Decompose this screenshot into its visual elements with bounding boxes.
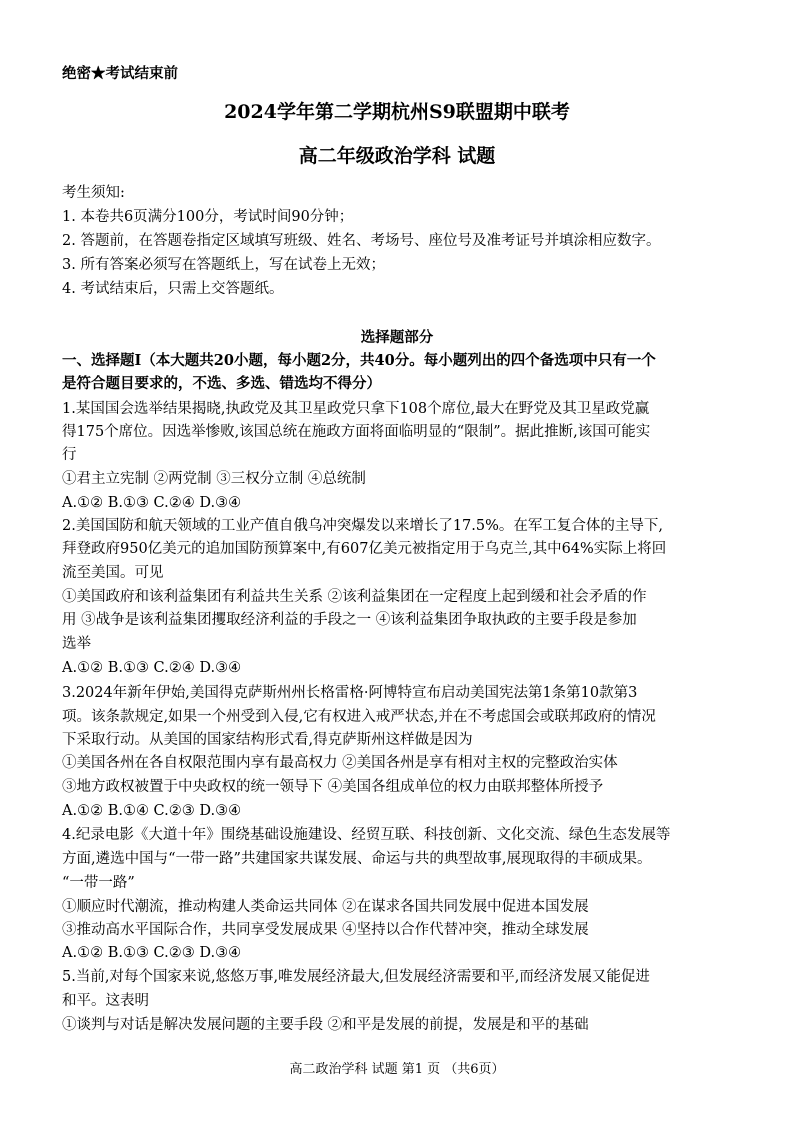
notice-item: 2. 答题前，在答题卷指定区域填写班级、姓名、考场号、座位号及准考证号并填涂相应数字。: [62, 233, 661, 249]
section-intro: 是符合题目要求的，不选、多选、错选均不得分）: [62, 375, 381, 392]
question-3-options: ①美国各州在各自权限范围内享有最高权力 ②美国各州是享有相对主权的完整政治实体: [62, 755, 618, 771]
question-2-answers: A.①② B.①③ C.②④ D.③④: [62, 660, 242, 676]
question-1-stem: 行: [62, 447, 77, 463]
question-2-options: 用 ③战争是该利益集团攫取经济利益的手段之一 ④该利益集团争取执政的主要手段是参加: [62, 612, 637, 628]
question-3-stem: 下采取行动。从美国的国家结构形式看,得克萨斯州这样做是因为: [62, 732, 473, 748]
question-2-stem: 2.美国国防和航天领域的工业产值自俄乌冲突爆发以来增长了17.5%。在军工复合体的主导下,: [62, 518, 664, 534]
confidential-label: 绝密★考试结束前: [62, 65, 178, 82]
question-3-stem: 3.2024年新年伊始,美国得克萨斯州州长格雷格·阿博特宣布启动美国宪法第1条第10款第3: [62, 685, 638, 701]
question-4-answers: A.①② B.①③ C.②③ D.③④: [62, 945, 242, 961]
question-3-options: ③地方政权被置于中央政权的统一领导下 ④美国各组成单位的权力由联邦整体所授予: [62, 779, 604, 795]
question-1-stem: 得175个席位。因选举惨败,该国总统在施政方面将面临明显的“限制”。据此推断,该国可能实: [62, 424, 651, 440]
question-4-stem: 方面,遴选中国与“一带一路”共建国家共谋发展、命运与共的典型故事,展现取得的丰硕成果。: [62, 851, 652, 867]
section-title: 选择题部分: [360, 329, 434, 346]
notice-item: 1. 本卷共6页满分100分，考试时间90分钟；: [62, 209, 354, 225]
question-2-options: 选举: [62, 636, 91, 652]
notice-item: 3. 所有答案必须写在答题纸上，写在试卷上无效；: [62, 257, 385, 273]
question-4-stem: “一带一路”: [62, 875, 135, 891]
question-3-answers: A.①② B.①④ C.②③ D.③④: [62, 803, 242, 819]
page-footer: 高二政治学科 试题 第1 页 （共6页）: [289, 1062, 505, 1077]
section-intro: 一、选择题Ⅰ（本大题共20小题，每小题2分，共40分。每小题列出的四个备选项中只有一个: [62, 352, 656, 369]
question-1-options: ①君主立宪制 ②两党制 ③三权分立制 ④总统制: [62, 471, 366, 487]
question-4-options: ①顺应时代潮流，推动构建人类命运共同体 ②在谋求各国共同发展中促进本国发展: [62, 899, 589, 915]
question-5-stem: 5.当前,对每个国家来说,悠悠万事,唯发展经济最大,但发展经济需要和平,而经济发展又能促进: [62, 969, 650, 985]
question-2-stem: 拜登政府950亿美元的追加国防预算案中,有607亿美元被指定用于乌克兰,其中64%实际上将回: [62, 541, 667, 557]
question-2-stem: 流至美国。可见: [62, 565, 164, 581]
question-2-options: ①美国政府和该利益集团有利益共生关系 ②该利益集团在一定程度上起到缓和社会矛盾的作: [62, 589, 647, 605]
question-4-options: ③推动高水平国际合作，共同享受发展成果 ④坚持以合作代替冲突，推动全球发展: [62, 922, 589, 938]
question-1-answers: A.①② B.①③ C.②④ D.③④: [62, 495, 242, 511]
question-5-stem: 和平。这表明: [62, 993, 149, 1009]
exam-subtitle: 高二年级政治学科 试题: [298, 145, 496, 167]
notice-item: 4. 考试结束后，只需上交答题纸。: [62, 281, 284, 297]
question-4-stem: 4.纪录电影《大道十年》围绕基础设施建设、经贸互联、科技创新、文化交流、绿色生态发展等: [62, 827, 671, 843]
notice-heading: 考生须知:: [62, 185, 125, 201]
question-1-stem: 1.某国国会选举结果揭晓,执政党及其卫星政党只拿下108个席位,最大在野党及其卫星政党赢: [62, 401, 650, 417]
exam-title: 2024学年第二学期杭州S9联盟期中联考: [224, 101, 570, 123]
question-5-options: ①谈判与对话是解决发展问题的主要手段 ②和平是发展的前提，发展是和平的基础: [62, 1017, 589, 1033]
question-3-stem: 项。该条款规定,如果一个州受到入侵,它有权进入戒严状态,并在不考虑国会或联邦政府的情况: [62, 709, 656, 725]
